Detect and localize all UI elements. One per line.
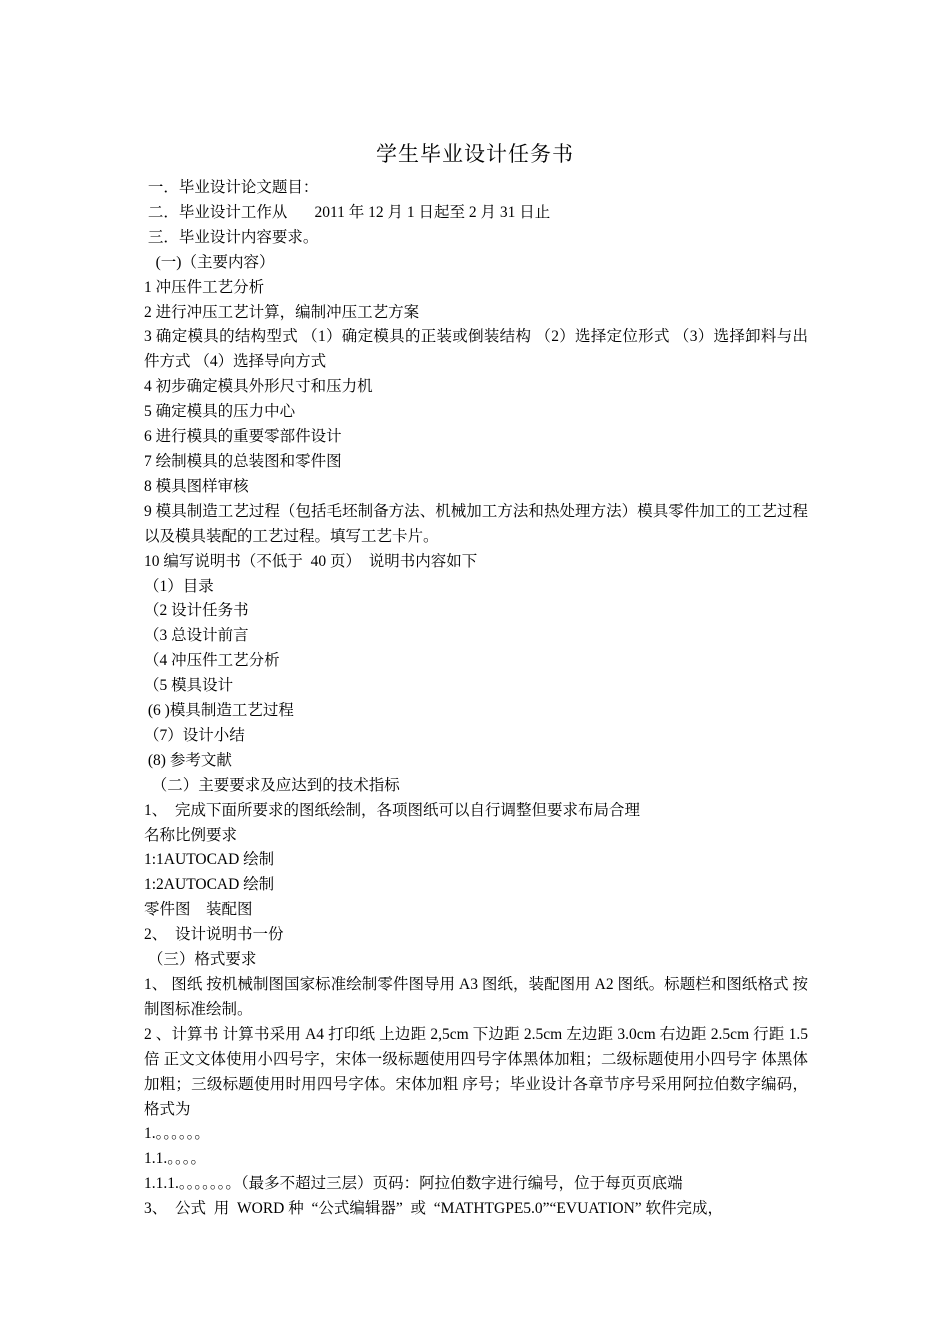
sub-list-item: （3 总设计前言 (144, 627, 249, 645)
drawing-table-header: 名称比例要求 (144, 826, 238, 844)
drawing-table-row: 1:2AUTOCAD 绘制 (144, 876, 275, 894)
sub-list-item: （2 设计任务书 (144, 602, 249, 620)
numbering-format-line: 1.1.。。。。 (144, 1150, 207, 1168)
list-item: 2 、计算书 计算书采用 A4 打印纸 上边距 2,5cm 下边距 2.5cm 左边距 3.0cm 右边距 2.5cm 行距 1.5 倍 正文文体使用小四号字，宋体一级标题使用四号字体黑体加粗；二级标题使用小四号字 体黑体加粗；三级标题使用时用四号字体。宋体加粗 序号；毕业设计各章节序号采用阿拉伯数字编码，格式为 (144, 1025, 808, 1118)
list-item: 3 确定模具的结构型式 （1）确定模具的正装或倒装结构 （2）选择定位形式 （3）选择卸料与出件方式 （4）选择导向方式 (144, 328, 808, 371)
document-title: 学生毕业设计任务书 (376, 142, 574, 166)
list-item: 1、 完成下面所要求的图纸绘制，各项图纸可以自行调整但要求布局合理 (144, 801, 641, 819)
list-item: 5 确定模具的压力中心 (144, 403, 296, 421)
list-item: 1、 图纸 按机械制图国家标准绘制零件图导用 A3 图纸，装配图用 A2 图纸。标题栏和图纸格式 按制图标准绘制。 (144, 976, 808, 1018)
list-item: 4 初步确定模具外形尺寸和压力机 (144, 378, 373, 396)
drawing-table-row: 零件图 装配图 (144, 901, 253, 919)
list-item: 1 冲压件工艺分析 (144, 278, 265, 296)
list-item: 8 模具图样审核 (144, 477, 249, 495)
list-item: 2、 设计说明书一份 (144, 926, 284, 944)
sub-list-item: (8) 参考文献 (144, 751, 232, 769)
section-3-requirements: 三．毕业设计内容要求。 (144, 228, 319, 246)
sub-list-item: （1）目录 (144, 577, 214, 595)
list-item: 6 进行模具的重要零部件设计 (144, 428, 342, 446)
list-item: 3、 公式 用 WORD 种 “公式编辑器” 或 “MATHTGPE5.0”“EVUATION” 软件完成， (144, 1200, 724, 1218)
subsection-technical-requirements: （二）主要要求及应达到的技术指标 (144, 776, 400, 794)
list-item: 9 模具制造工艺过程（包括毛坯制备方法、机械加工方法和热处理方法）模具零件加工的工艺过程以及模具装配的工艺过程。填写工艺卡片。 (144, 502, 808, 545)
numbering-format-line: 1.。。。。。。 (144, 1125, 210, 1143)
list-item: 7 绘制模具的总装图和零件图 (144, 452, 342, 470)
sub-list-item: (6 )模具制造工艺过程 (144, 702, 294, 720)
sub-list-item: （4 冲压件工艺分析 (144, 652, 280, 670)
subsection-format-requirements: （三）格式要求 (144, 951, 257, 969)
sub-list-item: （7）设计小结 (144, 726, 245, 744)
drawing-table-row: 1:1AUTOCAD 绘制 (144, 851, 275, 869)
subsection-main-content: (一)（主要内容） (144, 253, 275, 271)
list-item: 10 编写说明书（不低于 40 页） 说明书内容如下 (144, 552, 478, 570)
section-2-schedule: 二．毕业设计工作从 2011 年 12 月 1 日起至 2 月 31 日止 (144, 203, 551, 221)
document-body (144, 176, 808, 1222)
sub-list-item: （5 模具设计 (144, 677, 234, 695)
list-item: 2 进行冲压工艺计算，编制冲压工艺方案 (144, 303, 420, 321)
section-1-topic: 一．毕业设计论文题目： (144, 179, 319, 196)
numbering-format-line: 1.1.1.。。。。。。。（最多不超过三层）页码：阿拉伯数字进行编号，位于每页页底端 (144, 1175, 683, 1193)
